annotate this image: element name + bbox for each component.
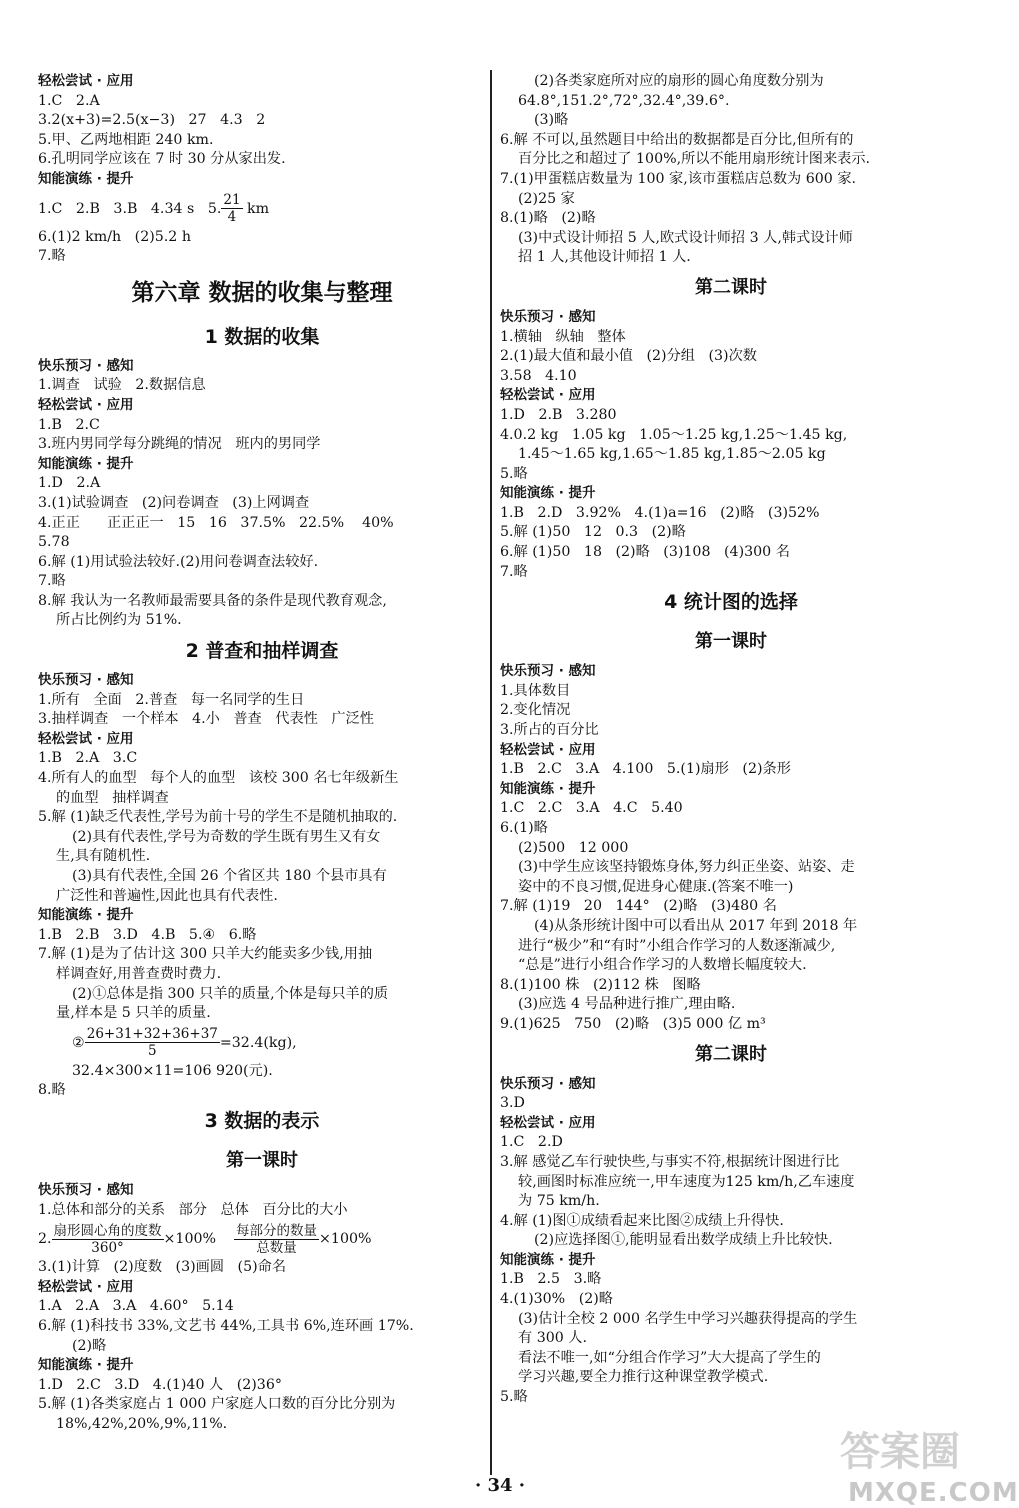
section-label: 知能演练 · 提升 [38, 907, 134, 924]
answer-line: 3.所占的百分比 [500, 722, 599, 739]
fraction-denominator: 5 [148, 1043, 157, 1060]
answer-line: (3)中学生应该坚持锻炼身体,努力纠正坐姿、站姿、走 [518, 859, 855, 876]
answer-line: 7.(1)甲蛋糕店数量为 100 家,该市蛋糕店总数为 600 家. [500, 170, 857, 187]
answer-line: (2)应选择图①,能明显看出数学成绩上升比较快. [534, 1232, 833, 1249]
section-label: 轻松尝试 · 应用 [500, 387, 596, 404]
answer-line: 样调查好,用普查费时费力. [56, 965, 222, 982]
answer-line: 1.具体数目 [500, 682, 571, 699]
answer-line: 广泛性和普遍性,因此也具有代表性. [56, 887, 278, 904]
answer-text: ×100% [163, 1231, 235, 1248]
answer-line: (3)略 [534, 112, 569, 129]
section-label: 轻松尝试 · 应用 [500, 1114, 596, 1131]
answer-line: 3.解 感觉乙车行驶快些,与事实不符,根据统计图进行比 [500, 1153, 840, 1170]
fraction-numerator: 26+31+32+36+37 [86, 1026, 218, 1043]
fraction [221, 192, 242, 225]
answer-line: 3.班内男同学每分跳绳的情况 班内的男同学 [38, 436, 321, 453]
answer-line: 8.解 我认为一名教师最需要具备的条件是现代教育观念, [38, 592, 387, 609]
answer-line: 4.0.2 kg 1.05 kg 1.05～1.25 kg,1.25～1.45 kg, [500, 426, 848, 443]
answer-line: 1.C 2.D [500, 1134, 563, 1151]
answer-line: 7.略 [38, 573, 66, 590]
answer-line: 2.变化情况 [500, 702, 571, 719]
answer-line: 有 300 人. [518, 1330, 587, 1347]
answer-line: 3.抽样调查 一个样本 4.小 普查 代表性 广泛性 [38, 711, 374, 728]
answer-line: 5.略 [500, 465, 528, 482]
fraction [52, 1223, 164, 1256]
answer-line: 生,具有随机性. [56, 848, 151, 865]
answer-line: 5.解 (1)缺乏代表性,学号为前十号的学生不是随机抽取的. [38, 809, 398, 826]
column-divider [490, 70, 492, 1475]
section-label: 轻松尝试 · 应用 [38, 396, 134, 413]
answer-line: (3)中式设计师招 5 人,欧式设计师招 3 人,韩式设计师 [518, 229, 853, 246]
answer-line: 4.所有人的血型 每个人的血型 该校 300 名七年级新生 [38, 770, 399, 787]
answer-line: 6.解 (1)用试验法较好.(2)用问卷调查法较好. [38, 553, 319, 570]
section-label: 轻松尝试 · 应用 [500, 741, 596, 758]
answer-line: 招 1 人,其他设计师招 1 人. [518, 249, 691, 266]
answer-line: 5.78 [38, 534, 70, 551]
answer-line: 7.略 [38, 248, 66, 265]
answer-line: 4.(1)30% (2)略 [500, 1291, 613, 1308]
answer-line: 6.(1)略 [500, 820, 548, 836]
answer-line: 5.解 (1)50 12 0.3 (2)略 [500, 524, 686, 541]
answer-line-fraction [38, 190, 486, 228]
answer-line: 1.B 2.B 3.D 4.B 5.④ 6.略 [38, 926, 257, 943]
answer-line: 1.A 2.A 3.A 4.60° 5.14 [38, 1298, 234, 1315]
section-label: 快乐预习 · 感知 [38, 357, 134, 374]
answer-line: 7.解 (1)是为了估计这 300 只羊大约能卖多少钱,用抽 [38, 946, 373, 963]
answer-line: 1.B 2.A 3.C [38, 750, 138, 767]
left-column [38, 72, 486, 1434]
answer-line: 1.B 2.C 3.A 4.100 5.(1)扇形 (2)条形 [500, 761, 791, 778]
answer-line: 1.调查 试验 2.数据信息 [38, 377, 206, 394]
section-label: 轻松尝试 · 应用 [38, 1278, 134, 1295]
section-label: 知能演练 · 提升 [38, 1357, 134, 1374]
section-title: 4 统计图的选择 [664, 591, 798, 614]
fraction [234, 1223, 319, 1256]
answer-text: ② [72, 1034, 85, 1051]
section-label: 知能演练 · 提升 [38, 455, 134, 472]
answer-line: 学习兴趣,要全力推行这种课堂教学模式. [518, 1369, 769, 1386]
lesson-title: 第一课时 [226, 1149, 298, 1171]
answer-line: 1.D 2.A [38, 475, 101, 492]
answer-line: 所占比例约为 51%. [56, 612, 182, 629]
right-column [500, 72, 962, 1408]
lesson-title: 第二课时 [695, 1043, 767, 1065]
page-number: · 34 · [474, 1475, 526, 1496]
section-label: 轻松尝试 · 应用 [38, 73, 134, 89]
answer-line: (2)略 [72, 1337, 107, 1354]
answer-line-fraction [38, 1024, 486, 1062]
answer-line: 较,画图时标准应统一,甲车速度为125 km/h,乙车速度 [518, 1173, 855, 1190]
answer-line: 6.解 不可以,虽然题目中给出的数据都是百分比,但所有的 [500, 131, 854, 148]
answer-line: 1.D 2.C 3.D 4.(1)40 人 (2)36° [38, 1376, 282, 1393]
answer-line: 64.8°,151.2°,72°,32.4°,39.6°. [518, 92, 730, 109]
answer-line: “总是”进行小组合作学习的人数增长幅度较大. [518, 957, 807, 974]
answer-line: (4)从条形统计图中可以看出从 2017 年到 2018 年 [534, 917, 858, 934]
section-label: 快乐预习 · 感知 [38, 1181, 134, 1198]
answer-line: 6.孔明同学应该在 7 时 30 分从家出发. [38, 151, 286, 168]
answer-line: 2.(1)最大值和最小值 (2)分组 (3)次数 [500, 348, 757, 365]
answer-line: 8.(1)略 (2)略 [500, 210, 596, 227]
section-label: 知能演练 · 提升 [500, 780, 596, 797]
answer-line: 看法不唯一,如“分组合作学习”大大提高了学生的 [518, 1349, 821, 1366]
answer-line: 5.解 (1)各类家庭占 1 000 户家庭人口数的百分比分别为 [38, 1396, 396, 1413]
fraction-numerator: 每部分的数量 [236, 1222, 318, 1239]
answer-line: 3.(1)试验调查 (2)问卷调查 (3)上网调查 [38, 494, 310, 511]
answer-text: 2. [38, 1231, 52, 1248]
answer-line: 1.B 2.C [38, 416, 100, 433]
answer-line-fraction [38, 1220, 486, 1258]
section-label: 知能演练 · 提升 [500, 1251, 596, 1268]
fraction-denominator: 总数量 [256, 1239, 297, 1256]
section-label: 快乐预习 · 感知 [500, 1075, 596, 1092]
answer-line: (2)具有代表性,学号为奇数的学生既有男生又有女 [72, 828, 381, 845]
answer-text: 1.C 2.B 3.B 4.34 s 5. [38, 200, 222, 217]
answer-text: ×100% [319, 1231, 372, 1248]
answer-line: 5.略 [500, 1389, 528, 1406]
answer-line: 8.(1)100 株 (2)112 株 图略 [500, 976, 701, 993]
answer-line: 姿中的不良习惯,促进身心健康.(答案不唯一) [518, 878, 794, 895]
answer-line: (2)①总体是指 300 只羊的质量,个体是每只羊的质 [72, 985, 389, 1002]
watermark-url: MXQE.COM [848, 1478, 1019, 1508]
answer-line: 量,样本是 5 只羊的质量. [56, 1005, 211, 1022]
answer-line: (2)各类家庭所对应的扇形的圆心角度数分别为 [534, 73, 824, 89]
fraction-denominator: 360° [91, 1239, 124, 1256]
section-title: 1 数据的收集 [204, 325, 320, 348]
answer-line: 7.解 (1)19 20 144° (2)略 (3)480 名 [500, 898, 777, 915]
section-label: 快乐预习 · 感知 [38, 672, 134, 689]
answer-text: =32.4(kg), [219, 1034, 297, 1051]
answer-line: 4.解 (1)图①成绩看起来比图②成绩上升得快. [500, 1212, 784, 1229]
answer-line: 1.C 2.A [38, 92, 100, 109]
answer-line: 6.解 (1)科技书 33%,文艺书 44%,工具书 6%,连环画 17%. [38, 1317, 414, 1334]
answer-line: 6.(1)2 km/h (2)5.2 h [38, 228, 191, 245]
section-label: 快乐预习 · 感知 [500, 663, 596, 680]
answer-line: 3.(1)计算 (2)度数 (3)画圆 (5)命名 [38, 1259, 287, 1276]
answer-line: (2)25 家 [518, 190, 575, 207]
lesson-title: 第二课时 [695, 276, 767, 298]
answer-line: (2)500 12 000 [518, 839, 629, 856]
answer-line: 3.58 4.10 [500, 367, 577, 384]
section-label: 知能演练 · 提升 [500, 485, 596, 502]
fraction-denominator: 4 [227, 209, 237, 226]
chapter-title: 第六章 数据的收集与整理 [131, 279, 393, 306]
answer-line: (3)具有代表性,全国 26 个省区共 180 个县市具有 [72, 868, 387, 884]
answer-line: 8.略 [38, 1082, 66, 1099]
answer-line: 的血型 抽样调查 [56, 789, 169, 806]
answer-line: 6.解 (1)50 18 (2)略 (3)108 (4)300 名 [500, 544, 790, 561]
answer-text: km [242, 200, 270, 217]
answer-line: 1.D 2.B 3.280 [500, 406, 617, 423]
lesson-title: 第一课时 [695, 631, 767, 653]
answer-line: 5.甲、乙两地相距 240 km. [38, 131, 214, 148]
answer-line: 7.略 [500, 563, 528, 580]
section-label: 知能演练 · 提升 [38, 170, 134, 187]
answer-line: (3)应选 4 号品种进行推广,理由略. [518, 996, 736, 1013]
section-title: 2 普查和抽样调查 [185, 640, 339, 663]
fraction-numerator: 扇形圆心角的度数 [53, 1222, 162, 1239]
answer-line: 进行“极少”和“有时”小组合作学习的人数逐渐减少, [518, 937, 836, 954]
answer-line: 1.总体和部分的关系 部分 总体 百分比的大小 [38, 1201, 348, 1218]
answer-line: 32.4×300×11=106 920(元). [72, 1062, 273, 1079]
answer-line: 9.(1)625 750 (2)略 (3)5 000 亿 m³ [500, 1015, 766, 1032]
answer-line: 1.B 2.5 3.略 [500, 1271, 602, 1288]
section-title: 3 数据的表示 [204, 1109, 320, 1132]
fraction-numerator: 21 [223, 192, 241, 209]
answer-line: 1.B 2.D 3.92% 4.(1)a=16 (2)略 (3)52% [500, 504, 820, 521]
answer-line: 4.正正 正正正一 15 16 37.5% 22.5% 40% [38, 514, 394, 531]
section-label: 快乐预习 · 感知 [500, 308, 596, 325]
section-label: 轻松尝试 · 应用 [38, 730, 134, 747]
watermark-logo: 答案圈 [840, 1429, 960, 1475]
answer-line: 3.D [500, 1095, 525, 1112]
answer-line: 百分比之和超过了 100%,所以不能用扇形统计图来表示. [518, 151, 871, 168]
answer-line: 18%,42%,20%,9%,11%. [56, 1415, 228, 1432]
answer-line: 1.C 2.C 3.A 4.C 5.40 [500, 800, 683, 817]
answer-line: 3.2(x+3)=2.5(x−3) 27 4.3 2 [38, 112, 266, 129]
answer-line: 1.所有 全面 2.普查 每一名同学的生日 [38, 691, 305, 708]
answer-line: 为 75 km/h. [518, 1193, 600, 1210]
answer-line: (3)估计全校 2 000 名学生中学习兴趣获得提高的学生 [518, 1310, 858, 1327]
fraction [85, 1026, 220, 1059]
answer-line: 1.横轴 纵轴 整体 [500, 328, 626, 345]
answer-line: 1.45～1.65 kg,1.65～1.85 kg,1.85～2.05 kg [518, 446, 826, 463]
